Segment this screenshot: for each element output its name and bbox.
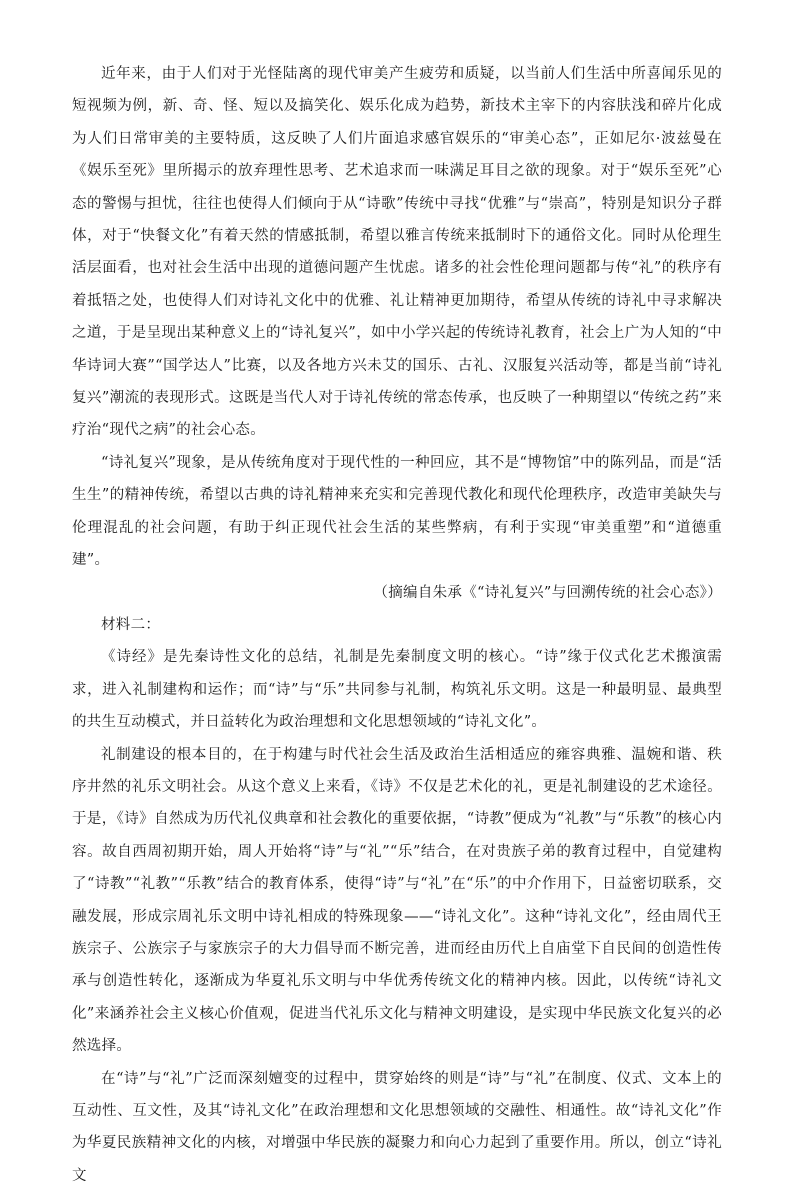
material-one-paragraph-1: 近年来，由于人们对于光怪陆离的现代审美产生疲劳和质疑，以当前人们生活中所喜闻乐见的短视频为例，新、奇、怪、短以及搞笑化、娱乐化成为趋势，新技术主宰下的内容肤浅和碎片化成为人们日常审美的主要特质，这反映了人们片面追求感官娱乐的“审美心态”，正如尼尔·波兹曼在《娱乐至死》里所揭示的放弃理性思考、艺术追求而一味满足耳目之欲的现象。对于“娱乐至死”心态的警惕与担忧，往往也使得人们倾向于从“诗歌”传统中寻找“优雅”与“崇高”，特别是知识分子群体，对于“快餐文化”有着天然的情感抵制，希望以雅言传统来抵制时下的通俗文化。同时从伦理生活层面看，也对社会生活中出现的道德问题产生忧虑。诸多的社会性伦理问题都与传“礼”的秩序有着抵牾之处，也使得人们对诗礼文化中的优雅、礼让精神更加期待，希望从传统的诗礼中寻求解决之道，于是呈现出某种意义上的“诗礼复兴”，如中小学兴起的传统诗礼教育，社会上广为人知的“中华诗词大赛”“国学达人”比赛，以及各地方兴未艾的国乐、古礼、汉服复兴活动等，都是当前“诗礼复兴”潮流的表现形式。这既是当代人对于诗礼传统的常态传承，也反映了一种期望以“传统之药”来疗治“现代之病”的社会心态。 xyxy=(72,66,722,439)
material-two-heading: 材料二： xyxy=(101,616,161,633)
material-two-paragraph-2: 礼制建设的根本目的，在于构建与时代社会生活及政治生活相适应的雍容典雅、温婉和谐、秩序井然的礼乐文明社会。从这个意义上来看，《诗》不仅是艺术化的礼，更是礼制建设的艺术途径。于是，《诗》自然成为历代礼仪典章和社会教化的重要依据，“诗教”便成为“礼教”与“乐教”的核心内容。故自西周初期开始，周人开始将“诗”与“礼”“乐”结合，在对贵族子弟的教育过程中，自觉建构了“诗教”“礼教”“乐教”结合的教育体系，使得“诗”与“礼”在“乐”的中介作用下，日益密切联系，交融发展，形成宗周礼乐文明中诗礼相成的特殊现象——“诗礼文化”。这种“诗礼文化”，经由周代王族宗子、公族宗子与家族宗子的大力倡导而不断完善，进而经由历代上自庙堂下自民间的创造性传承与创造性转化，逐渐成为华夏礼乐文明与中华优秀传统文化的精神内核。因此，以传统“诗礼文化”来涵养社会主义核心价值观，促进当代礼乐文化与精神文明建设，是实现中华民族文化复兴的必然选择。 xyxy=(72,746,722,1055)
document-page xyxy=(72,58,722,1192)
material-one-paragraph-2: “诗礼复兴”现象，是从传统角度对于现代性的一种回应，其不是“博物馆”中的陈列品，而是“活生生”的精神传统，希望以古典的诗礼精神来充实和完善现代教化和现代伦理秩序，改造审美缺失与伦理混乱的社会问题，有助于纠正现代社会生活的某些弊病，有利于实现“审美重塑”和“道德重建”。 xyxy=(72,454,722,569)
material-two-paragraph-3: 在“诗”与“礼”广泛而深刻嬗变的过程中，贯穿始终的则是“诗”与“礼”在制度、仪式、文本上的互动性、互文性，及其“诗礼文化”在政治理想和文化思想领域的交融性、相通性。故“诗礼文化”作为华夏民族精神文化的内核，对增强中华民族的凝聚力和向心力起到了重要作用。所以，创立“诗礼文 xyxy=(72,1070,722,1184)
material-two-paragraph-1: 《诗经》是先秦诗性文化的总结，礼制是先秦制度文明的核心。“诗”缘于仪式化艺术搬演需求，进入礼制建构和运作；而“诗”与“乐”共同参与礼制，构筑礼乐文明。这是一种最明显、最典型的共生互动模式，并日益转化为政治理想和文化思想领域的“诗礼文化”。 xyxy=(72,649,722,731)
material-one-source: （摘编自朱承《“诗礼复兴”与回溯传统的社会心态》） xyxy=(373,584,722,601)
